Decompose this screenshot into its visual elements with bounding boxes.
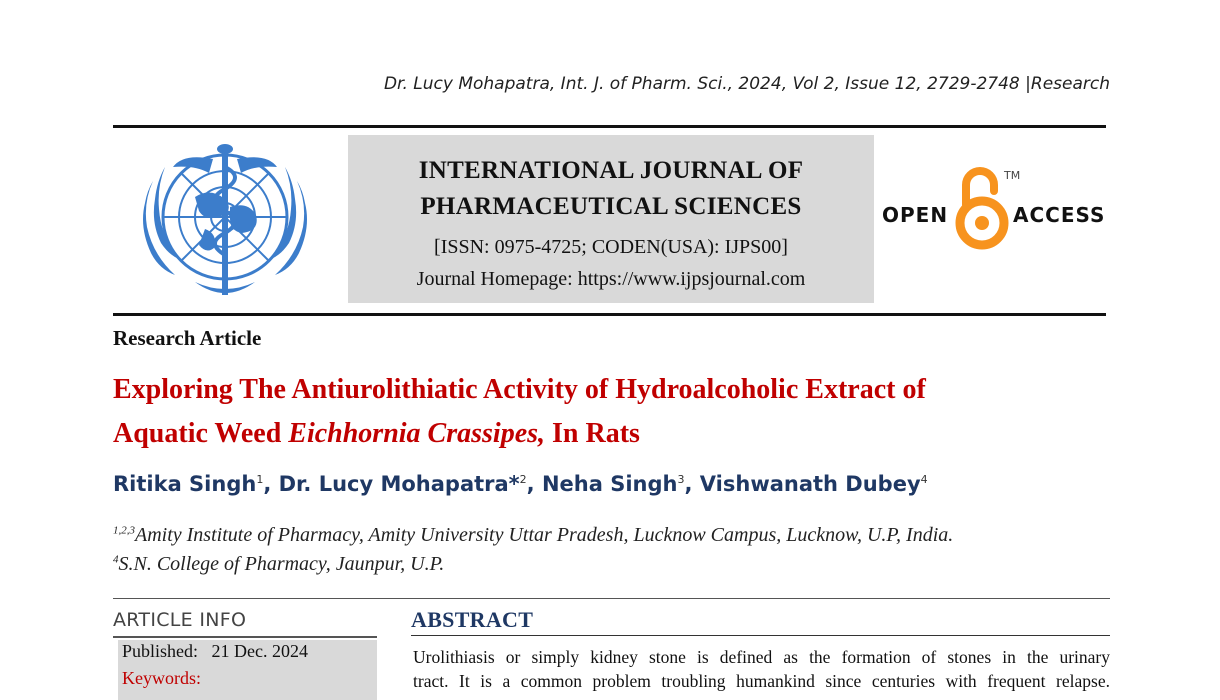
open-access-word-open: OPEN [882,203,949,227]
species-name: Eichhornia Crassipes, [288,418,546,449]
abstract-text [413,645,1110,693]
article-info-heading: ARTICLE INFO [113,609,247,631]
author-list: Ritika Singh$^1$, Dr. Lucy Mohapatra*$^2$, Neha Singh$^3$, Vishwanath Dubey$^4$ [113,472,928,496]
issn-line: [ISSN: 0975-4725; CODEN(USA): IJPS00] [434,236,788,258]
article-info-rule [113,636,377,638]
title-line2: Aquatic Weed Eichhornia Crassipes, In Rats [113,418,640,449]
published-label: Published: [122,641,199,661]
journal-emblem-icon [125,137,325,307]
published-value: 21 Dec. 2024 [211,641,308,661]
author-name[interactable]: Neha Singh [541,472,678,496]
affiliation-1: $^{1,2,3}$Amity Institute of Pharmacy, Amity University Uttar Pradesh, Lucknow Campus, Lucknow, U.P, India. [113,524,954,546]
affiliation-2: $^4$S.N. College of Pharmacy, Jaunpur, U.P. [113,553,445,575]
journal-name-line2: PHARMACEUTICAL SCIENCES [420,193,802,220]
author-sup: 3 [677,473,685,486]
citation-header: Dr. Lucy Mohapatra, Int. J. of Pharm. Sci., 2024, Vol 2, Issue 12, 2729-2748 |Research [383,74,1110,94]
open-access-logo [880,165,1110,255]
journal-name-line1: INTERNATIONAL JOURNAL OF [418,157,804,184]
open-padlock-icon [954,165,1010,251]
author-name[interactable]: Ritika Singh [113,472,257,496]
masthead-bottom-rule [113,313,1106,316]
author-sup: 2 [519,473,527,486]
abstract-line: tract. It is a common problem troubling humankind since centuries with frequent relapse. [413,671,1110,691]
abstract-heading: ABSTRACT [411,607,534,632]
open-access-word-access: ACCESS [1013,203,1106,227]
abstract-line: Urolithiasis or simply kidney stone is defined as the formation of stones in the urinary [413,647,1110,667]
abstract-rule [411,635,1110,636]
author-name[interactable]: Dr. Lucy Mohapatra* [278,472,520,496]
article-title [113,368,1113,456]
author-sup: 1 [256,473,264,486]
journal-banner [348,135,874,303]
author-sup: 4 [920,473,928,486]
journal-homepage-link[interactable]: Journal Homepage: https://www.ijpsjournal.com [416,268,806,290]
keywords-label: Keywords: [122,668,201,688]
section-divider [113,598,1110,599]
author-name[interactable]: Vishwanath Dubey [699,472,921,496]
published-date [122,641,308,662]
title-line1: Exploring The Antiurolithiatic Activity of Hydroalcoholic Extract of [113,374,926,405]
article-type-label: Research Article [113,326,262,350]
top-rule [113,125,1106,128]
trademark-mark: TM [1004,169,1021,182]
